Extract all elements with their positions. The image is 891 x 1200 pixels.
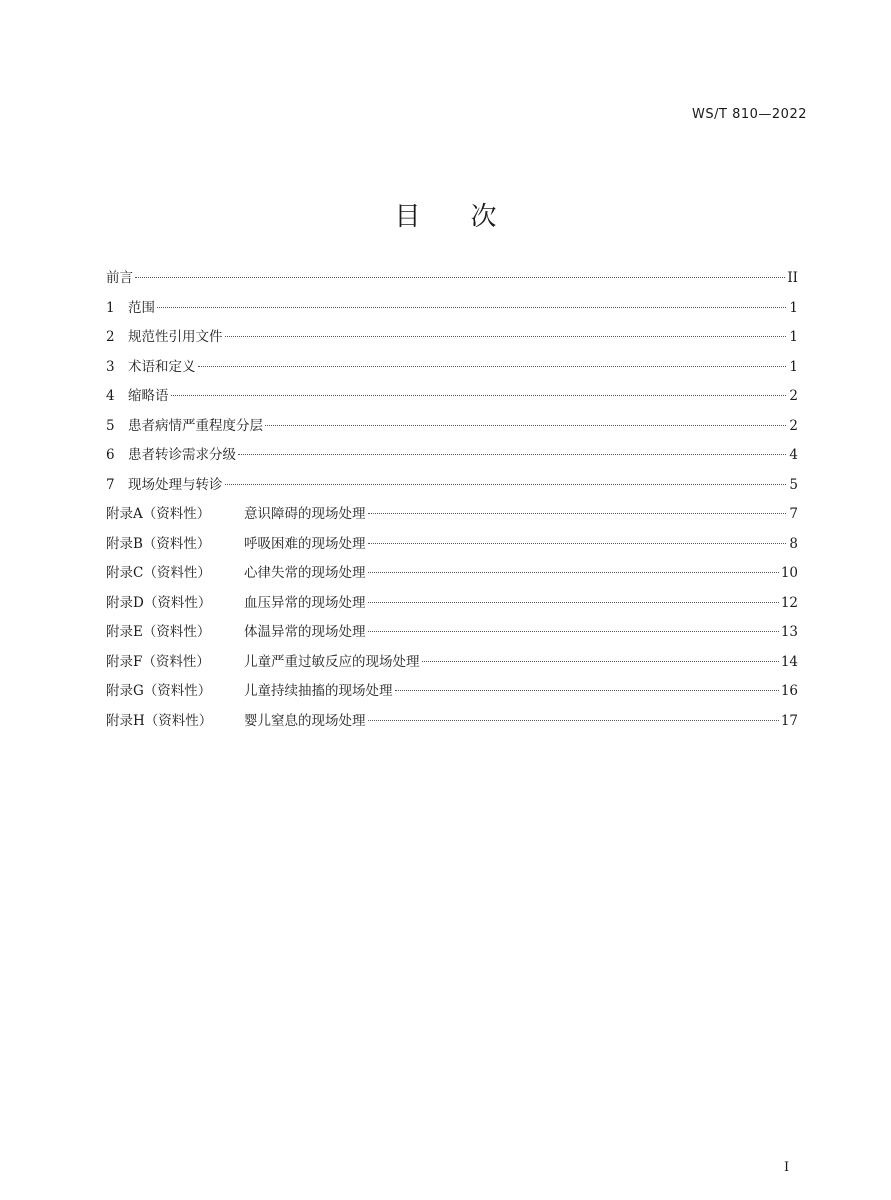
- toc-entry[interactable]: [106, 294, 798, 324]
- toc-dot-leader: [422, 661, 779, 662]
- toc-dot-leader: [225, 336, 787, 337]
- toc-dot-leader: [157, 307, 786, 308]
- toc-annex-tag: 附录D（资料性）: [106, 594, 212, 611]
- toc-entry[interactable]: [106, 353, 798, 383]
- toc-label: 儿童严重过敏反应的现场处理: [244, 653, 420, 670]
- toc-page-number: 7: [789, 506, 798, 522]
- toc-annex-tag: 附录C（资料性）: [106, 565, 211, 581]
- toc-dot-leader: [368, 543, 787, 544]
- toc-entry[interactable]: [106, 412, 798, 442]
- title-char-1: 目: [394, 202, 421, 232]
- toc-annex-tag: 附录G（资料性）: [106, 683, 212, 699]
- toc-entry[interactable]: [106, 264, 798, 294]
- toc-entry[interactable]: [106, 530, 798, 560]
- toc-entry[interactable]: [106, 559, 798, 589]
- toc-dot-leader: [171, 395, 787, 396]
- toc-page-number: 8: [789, 535, 798, 552]
- toc-entry[interactable]: [106, 382, 798, 412]
- footer-page-number: I: [784, 1160, 790, 1175]
- toc-annex-tag: 附录E（资料性）: [106, 624, 211, 640]
- toc-label: 患者病情严重程度分层: [128, 417, 263, 434]
- toc-annex-tag: 附录H（资料性）: [106, 712, 213, 729]
- toc-dot-leader: [368, 602, 779, 603]
- toc-label: 缩略语: [128, 388, 169, 404]
- toc-dot-leader: [368, 631, 779, 632]
- toc-section-number: 7: [106, 476, 115, 493]
- page-title: [0, 196, 891, 233]
- toc-entry[interactable]: [106, 707, 798, 737]
- toc-page-number: 13: [780, 624, 798, 640]
- toc-page-number: 14: [780, 653, 798, 670]
- toc-dot-leader: [198, 366, 787, 367]
- toc-page-number: 4: [789, 447, 798, 463]
- toc-section-number: 3: [106, 358, 115, 375]
- toc-label: 婴儿窒息的现场处理: [244, 712, 366, 729]
- toc-dot-leader: [225, 484, 787, 485]
- toc-label: 意识障碍的现场处理: [244, 506, 366, 522]
- toc-entry[interactable]: [106, 618, 798, 648]
- toc-entry[interactable]: [106, 441, 798, 471]
- toc-label: 规范性引用文件: [128, 329, 223, 345]
- toc-entry[interactable]: [106, 323, 798, 353]
- toc-page-number: 2: [789, 388, 798, 404]
- toc-dot-leader: [368, 513, 787, 514]
- toc-dot-leader: [368, 572, 779, 573]
- toc-entry[interactable]: [106, 500, 798, 530]
- standard-code: WS/T 810—2022: [692, 107, 807, 122]
- toc-label: 体温异常的现场处理: [244, 624, 366, 640]
- toc-dot-leader: [238, 454, 786, 455]
- toc-label: 血压异常的现场处理: [244, 594, 366, 611]
- toc-page-number: 1: [789, 358, 798, 375]
- toc-label: 现场处理与转诊: [128, 476, 223, 493]
- toc-page-number: 2: [789, 417, 798, 434]
- toc-dot-leader: [265, 425, 786, 426]
- toc-label: 儿童持续抽搐的现场处理: [244, 683, 393, 699]
- toc-entry[interactable]: [106, 648, 798, 678]
- toc-page-number: 10: [780, 565, 798, 581]
- toc-entry[interactable]: [106, 471, 798, 501]
- toc-label: 心律失常的现场处理: [244, 565, 366, 581]
- toc-section-number: 6: [106, 447, 115, 463]
- toc-dot-leader: [395, 690, 779, 691]
- toc-label: 呼吸困难的现场处理: [244, 535, 366, 552]
- toc-annex-tag: 附录B（资料性）: [106, 535, 211, 552]
- toc-section-number: 5: [106, 417, 115, 434]
- table-of-contents: [106, 264, 798, 736]
- toc-page-number: 1: [789, 299, 798, 316]
- toc-section-number: 4: [106, 388, 115, 404]
- toc-entry[interactable]: [106, 677, 798, 707]
- toc-section-number: 2: [106, 329, 115, 345]
- toc-page-number: 1: [789, 329, 798, 345]
- toc-label: 前言: [106, 270, 133, 286]
- toc-page-number: 16: [780, 683, 798, 699]
- toc-label: 术语和定义: [128, 358, 196, 375]
- toc-annex-tag: 附录A（资料性）: [106, 506, 211, 522]
- toc-page-number: 5: [789, 476, 798, 493]
- toc-label: 范围: [128, 299, 155, 316]
- toc-dot-leader: [135, 277, 785, 278]
- toc-entry[interactable]: [106, 589, 798, 619]
- toc-section-number: 1: [106, 299, 115, 316]
- toc-label: 患者转诊需求分级: [128, 447, 236, 463]
- toc-annex-tag: 附录F（资料性）: [106, 653, 210, 670]
- toc-dot-leader: [368, 720, 779, 721]
- toc-page-number: II: [787, 270, 798, 286]
- toc-page-number: 17: [780, 712, 798, 729]
- toc-page-number: 12: [780, 594, 798, 611]
- title-char-2: 次: [470, 202, 497, 232]
